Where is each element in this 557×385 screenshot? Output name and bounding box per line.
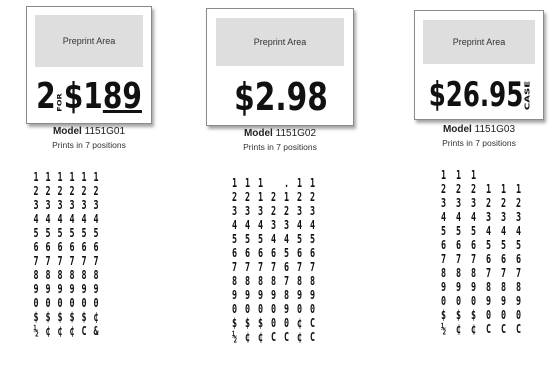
wheel-column	[496, 168, 511, 336]
wheel-character: 2	[296, 190, 303, 204]
wheel-character: 8	[485, 280, 492, 294]
wheel-character: 0	[440, 294, 447, 308]
wheel-character: 0	[296, 302, 303, 316]
positions-text: Prints in 7 positions	[52, 140, 126, 150]
wheel-character: 5	[244, 232, 251, 246]
wheel-character	[528, 308, 539, 322]
wheel-character: 9	[231, 288, 238, 302]
model-word: Model	[442, 124, 472, 135]
wheel-character: 1	[440, 168, 447, 182]
wheel-character: 8	[440, 266, 447, 280]
wheel-character: 4	[270, 232, 277, 246]
wheel-column	[54, 170, 66, 338]
wheel-character: 7	[93, 254, 99, 268]
wheel-character: 4	[81, 212, 87, 226]
wheel-character: $	[470, 308, 477, 322]
wheel-character: ¢	[296, 316, 303, 330]
wheel-character: 2	[455, 182, 462, 196]
wheel-character: 3	[257, 204, 264, 218]
wheel-character: 3	[69, 198, 75, 212]
wheel-character: 6	[283, 260, 290, 274]
price-dollar: $	[63, 76, 84, 117]
wheel-character: 1	[296, 176, 303, 190]
price-for-text: FOR	[56, 93, 64, 112]
wheel-character: 9	[500, 294, 507, 308]
wheel-character: 6	[257, 246, 264, 260]
wheel-character: 7	[81, 254, 87, 268]
wheel-character: 6	[270, 246, 277, 260]
wheel-character: 2	[57, 184, 63, 198]
wheel-character: 8	[244, 274, 251, 288]
wheel-character: 8	[81, 268, 87, 282]
wheel-character: 9	[296, 288, 303, 302]
wheel-character: 9	[45, 282, 51, 296]
wheel-character: C	[309, 316, 316, 330]
wheel-character: 1	[485, 182, 492, 196]
wheel-character: 3	[270, 218, 277, 232]
wheel-character: 2	[69, 184, 75, 198]
wheel-column	[280, 176, 293, 344]
wheel-character: ¢	[455, 322, 462, 336]
wheel-character: 5	[69, 226, 75, 240]
wheel-character: 0	[93, 296, 99, 310]
price-display	[36, 73, 142, 117]
wheel-character: 9	[455, 280, 462, 294]
price-display	[228, 73, 334, 119]
price-label-3	[414, 10, 544, 120]
wheel-character: 3	[515, 210, 522, 224]
wheel-character: 2	[283, 204, 290, 218]
wheel-character: C	[515, 322, 522, 336]
wheel-column	[293, 176, 306, 344]
wheel-character: ¢	[257, 330, 264, 344]
print-wheel-chart	[228, 176, 319, 344]
wheel-character: 9	[283, 302, 290, 316]
wheel-character: $	[231, 316, 238, 330]
model-id: 1151G01	[84, 126, 126, 137]
price-display	[428, 71, 532, 115]
wheel-character: 4	[283, 232, 290, 246]
wheel-column	[228, 176, 241, 344]
wheel-character: C	[283, 330, 290, 344]
wheel-character: 6	[45, 240, 51, 254]
positions-text: Prints in 7 positions	[442, 138, 516, 148]
price-quantity: 2	[36, 76, 56, 117]
wheel-character: 9	[515, 294, 522, 308]
wheel-character: 9	[57, 282, 63, 296]
wheel-character: ¢	[244, 330, 251, 344]
wheel-character: 9	[81, 282, 87, 296]
wheel-character: 4	[440, 210, 447, 224]
model-line	[414, 124, 544, 135]
wheel-character: 8	[309, 274, 316, 288]
price-dollar: $	[428, 75, 446, 115]
wheel-character: 4	[500, 224, 507, 238]
wheel-character: 4	[309, 218, 316, 232]
wheel-character: 0	[231, 302, 238, 316]
wheel-character: 2	[231, 190, 238, 204]
wheel-character: 1	[81, 170, 87, 184]
wheel-character: 0	[81, 296, 87, 310]
wheel-character: 9	[270, 288, 277, 302]
wheel-character: ¢	[69, 324, 75, 338]
wheel-character: ½	[440, 322, 447, 336]
wheel-character: 4	[93, 212, 99, 226]
wheel-character: 0	[515, 308, 522, 322]
wheel-character: 2	[309, 190, 316, 204]
wheel-column	[526, 168, 541, 336]
wheel-character: 2	[270, 190, 277, 204]
wheel-character: 7	[270, 260, 277, 274]
wheel-column	[481, 168, 496, 336]
wheel-character: 6	[296, 246, 303, 260]
model-id: 1151G02	[275, 128, 317, 139]
wheel-character: 1	[455, 168, 462, 182]
wheel-character: 1	[33, 170, 39, 184]
price-dollar: $	[234, 75, 255, 119]
wheel-character: .	[283, 176, 290, 190]
wheel-character: 0	[500, 308, 507, 322]
wheel-character: 4	[485, 224, 492, 238]
wheel-character: 2	[440, 182, 447, 196]
wheel-character	[528, 322, 539, 336]
wheel-character	[513, 168, 524, 182]
wheel-character: 9	[440, 280, 447, 294]
wheel-character: 7	[57, 254, 63, 268]
wheel-character: 7	[470, 252, 477, 266]
wheel-character: 9	[33, 282, 39, 296]
preprint-text: Preprint Area	[62, 36, 116, 46]
wheel-character	[528, 210, 539, 224]
wheel-character	[483, 168, 494, 182]
wheel-character: 9	[470, 280, 477, 294]
wheel-character: 4	[257, 218, 264, 232]
wheel-character: $	[57, 310, 63, 324]
wheel-character	[528, 252, 539, 266]
price-main: 1	[83, 76, 103, 117]
wheel-character: 2	[500, 196, 507, 210]
wheel-character: 0	[33, 296, 39, 310]
wheel-character: 2	[485, 196, 492, 210]
wheel-character: 2	[81, 184, 87, 198]
wheel-character: ¢	[93, 310, 99, 324]
preprint-area	[216, 18, 344, 66]
wheel-character: 2	[515, 196, 522, 210]
wheel-character: 0	[45, 296, 51, 310]
positions-text: Prints in 7 positions	[243, 142, 317, 152]
wheel-character: 8	[93, 268, 99, 282]
wheel-character: $	[257, 316, 264, 330]
wheel-character: 7	[257, 260, 264, 274]
wheel-character: 7	[485, 266, 492, 280]
wheel-character: 7	[455, 252, 462, 266]
preprint-text: Preprint Area	[253, 37, 307, 47]
wheel-character: 8	[283, 288, 290, 302]
wheel-character: 8	[455, 266, 462, 280]
wheel-character: 7	[45, 254, 51, 268]
wheel-character: 7	[515, 266, 522, 280]
wheel-character: 4	[244, 218, 251, 232]
wheel-character	[528, 182, 539, 196]
wheel-character: 9	[485, 294, 492, 308]
wheel-character: 7	[69, 254, 75, 268]
wheel-character: 3	[309, 204, 316, 218]
wheel-column	[78, 170, 90, 338]
wheel-character: 6	[231, 246, 238, 260]
wheel-character: 6	[440, 238, 447, 252]
wheel-character: $	[69, 310, 75, 324]
print-wheel-chart	[436, 168, 541, 336]
wheel-character: 1	[257, 176, 264, 190]
wheel-character: 5	[57, 226, 63, 240]
wheel-character: $	[45, 310, 51, 324]
wheel-character: 8	[33, 268, 39, 282]
wheel-character: 9	[257, 288, 264, 302]
wheel-character: $	[455, 308, 462, 322]
wheel-character: 1	[470, 168, 477, 182]
model-word: Model	[52, 126, 82, 137]
wheel-character: 5	[500, 238, 507, 252]
wheel-character: ¢	[470, 322, 477, 336]
wheel-character: ¢	[296, 330, 303, 344]
wheel-character: 6	[309, 246, 316, 260]
wheel-character: $	[244, 316, 251, 330]
model-id: 1151G03	[474, 124, 516, 135]
preprint-text: Preprint Area	[452, 37, 506, 47]
wheel-character: C	[500, 322, 507, 336]
wheel-character: 5	[81, 226, 87, 240]
wheel-character: 6	[485, 252, 492, 266]
wheel-character: 3	[244, 204, 251, 218]
wheel-character: 1	[45, 170, 51, 184]
wheel-character: &	[93, 324, 99, 338]
model-line	[206, 128, 354, 139]
wheel-character: 5	[45, 226, 51, 240]
wheel-character: C	[270, 330, 277, 344]
wheel-character: 0	[309, 302, 316, 316]
wheel-character: 6	[455, 238, 462, 252]
wheel-character: 3	[81, 198, 87, 212]
wheel-character: 6	[244, 246, 251, 260]
wheel-character: 4	[33, 212, 39, 226]
wheel-character: 2	[270, 204, 277, 218]
wheel-character	[269, 176, 278, 190]
preprint-area	[423, 20, 535, 64]
wheel-character	[498, 168, 509, 182]
wheel-column	[241, 176, 254, 344]
wheel-character: 5	[470, 224, 477, 238]
wheel-character	[528, 168, 539, 182]
wheel-character: 0	[270, 302, 277, 316]
wheel-character: 3	[485, 210, 492, 224]
wheel-character	[528, 196, 539, 210]
wheel-character: C	[485, 322, 492, 336]
wheel-character: 5	[231, 232, 238, 246]
wheel-character	[528, 294, 539, 308]
wheel-character: 1	[309, 176, 316, 190]
wheel-character: 3	[470, 196, 477, 210]
wheel-character: 6	[57, 240, 63, 254]
wheel-column	[254, 176, 267, 344]
price-main: 26.95	[445, 75, 524, 115]
wheel-character: 0	[244, 302, 251, 316]
wheel-character: 5	[515, 238, 522, 252]
wheel-character: 4	[515, 224, 522, 238]
wheel-character: 3	[93, 198, 99, 212]
wheel-character: 4	[296, 218, 303, 232]
wheel-character: 9	[93, 282, 99, 296]
wheel-character: 6	[69, 240, 75, 254]
wheel-character: 5	[296, 232, 303, 246]
wheel-character: 5	[309, 232, 316, 246]
preprint-area	[35, 15, 143, 67]
wheel-column	[90, 170, 102, 338]
wheel-character: 5	[33, 226, 39, 240]
wheel-character	[528, 266, 539, 280]
wheel-character: 0	[485, 308, 492, 322]
wheel-character: 3	[296, 204, 303, 218]
wheel-character: 8	[69, 268, 75, 282]
wheel-character: 7	[244, 260, 251, 274]
wheel-character: 3	[33, 198, 39, 212]
wheel-character: 7	[33, 254, 39, 268]
wheel-character: 7	[309, 260, 316, 274]
wheel-character	[528, 280, 539, 294]
wheel-character: 1	[231, 176, 238, 190]
wheel-character: 3	[283, 218, 290, 232]
wheel-character: $	[33, 310, 39, 324]
wheel-character: 2	[244, 190, 251, 204]
wheel-character: 6	[33, 240, 39, 254]
wheel-character	[528, 238, 539, 252]
wheel-character: C	[81, 324, 87, 338]
wheel-character: 5	[257, 232, 264, 246]
wheel-character: 1	[69, 170, 75, 184]
price-label-1	[26, 6, 152, 124]
wheel-character: 3	[57, 198, 63, 212]
wheel-character: 6	[500, 252, 507, 266]
wheel-character: 1	[283, 190, 290, 204]
wheel-character: 8	[257, 274, 264, 288]
wheel-character: 8	[296, 274, 303, 288]
wheel-character: 9	[244, 288, 251, 302]
wheel-character: 5	[93, 226, 99, 240]
wheel-column	[66, 170, 78, 338]
wheel-character: 0	[57, 296, 63, 310]
price-main: 2.98	[254, 75, 328, 119]
wheel-character: 0	[455, 294, 462, 308]
wheel-character: 6	[93, 240, 99, 254]
wheel-column	[451, 168, 466, 336]
wheel-character: 5	[485, 238, 492, 252]
wheel-character: 8	[515, 280, 522, 294]
wheel-column	[306, 176, 319, 344]
wheel-character: 8	[45, 268, 51, 282]
wheel-character: 3	[500, 210, 507, 224]
model-line	[26, 126, 152, 137]
wheel-column	[466, 168, 481, 336]
wheel-character: 5	[455, 224, 462, 238]
wheel-character: 8	[270, 274, 277, 288]
print-wheel-chart	[30, 170, 102, 338]
wheel-character: 6	[515, 252, 522, 266]
wheel-character: ¢	[57, 324, 63, 338]
wheel-character: 8	[500, 280, 507, 294]
wheel-character: ½	[33, 324, 39, 338]
wheel-character: 6	[81, 240, 87, 254]
wheel-character: 8	[470, 266, 477, 280]
wheel-character: 7	[231, 260, 238, 274]
wheel-column	[30, 170, 42, 338]
wheel-character	[528, 224, 539, 238]
wheel-character: 0	[470, 294, 477, 308]
wheel-character: 4	[45, 212, 51, 226]
wheel-character: 0	[69, 296, 75, 310]
wheel-column	[436, 168, 451, 336]
wheel-character: 9	[69, 282, 75, 296]
wheel-character: 1	[515, 182, 522, 196]
wheel-character: 0	[283, 316, 290, 330]
wheel-character: $	[440, 308, 447, 322]
wheel-character: 1	[57, 170, 63, 184]
wheel-character: 9	[309, 288, 316, 302]
wheel-character: 7	[440, 252, 447, 266]
price-case-text: CASE	[523, 80, 532, 111]
wheel-character: 8	[57, 268, 63, 282]
wheel-character: 1	[244, 176, 251, 190]
wheel-character: C	[309, 330, 316, 344]
wheel-character: 3	[440, 196, 447, 210]
wheel-character: 2	[45, 184, 51, 198]
wheel-character: 4	[231, 218, 238, 232]
wheel-character: 3	[455, 196, 462, 210]
wheel-character: 2	[33, 184, 39, 198]
wheel-character: 4	[57, 212, 63, 226]
wheel-character: 0	[270, 316, 277, 330]
wheel-character: ¢	[45, 324, 51, 338]
model-word: Model	[243, 128, 273, 139]
wheel-character: 4	[455, 210, 462, 224]
wheel-character: 6	[470, 238, 477, 252]
wheel-character: 2	[470, 182, 477, 196]
wheel-character: 1	[93, 170, 99, 184]
wheel-character: 7	[283, 274, 290, 288]
wheel-column	[42, 170, 54, 338]
wheel-character: 3	[231, 204, 238, 218]
wheel-character: 8	[231, 274, 238, 288]
wheel-character: ½	[231, 330, 238, 344]
wheel-character: 1	[257, 190, 264, 204]
wheel-character: 5	[283, 246, 290, 260]
wheel-character: 5	[440, 224, 447, 238]
wheel-character: 4	[470, 210, 477, 224]
wheel-character: 0	[257, 302, 264, 316]
wheel-character: $	[81, 310, 87, 324]
wheel-character: 1	[500, 182, 507, 196]
wheel-character: 3	[45, 198, 51, 212]
price-label-2	[206, 8, 354, 126]
wheel-character: 4	[69, 212, 75, 226]
wheel-character: 7	[500, 266, 507, 280]
wheel-column	[267, 176, 280, 344]
wheel-character: 2	[93, 184, 99, 198]
price-cents: 89	[102, 76, 142, 117]
wheel-column	[511, 168, 526, 336]
wheel-character: 7	[296, 260, 303, 274]
